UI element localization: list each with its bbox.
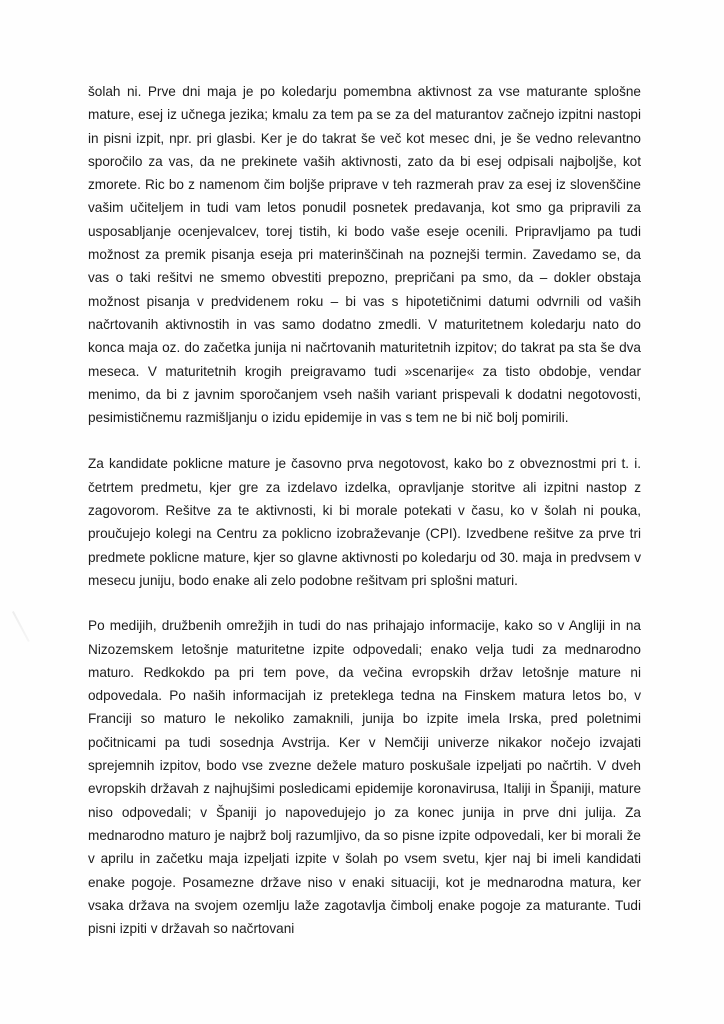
document-body — [88, 80, 641, 940]
paragraph-matura-calendar: šolah ni. Prve dni maja je po koledarju pomembna aktivnost za vse maturante splošne mature, esej iz učnega jezika; kmalu za tem pa se za del maturantov začnejo izpitni nastopi in pisni izpit, npr. pri glasbi. Ker je do takrat še več kot mesec dni, je še vedno relevantno sporočilo za vas, da ne prekinete vaših aktivnosti, zato da bi esej odpisali najboljše, kot zmorete. Ric bo z namenom čim boljše priprave v teh razmerah prav za esej iz slovenščine vašim učiteljem in tudi vam letos ponudil posnetek predavanja, kot smo ga pripravili za usposabljanje ocenjevalcev, torej tistih, ki bodo vaše eseje ocenili. Pripravljamo pa tudi možnost za premik pisanja eseja pri materinščinah na poznejši termin. Zavedamo se, da vas o taki rešitvi ne smemo obvestiti prepozno, prepričani pa smo, da – dokler obstaja možnost pisanja v predvidenem roku – bi vas s hipotetičnimi datumi odvrnili od vaših načrtovanih aktivnostih in vas samo dodatno zmedli. V maturitetnem koledarju nato do konca maja oz. do začetka junija ni načrtovanih maturitetnih izpitov; do takrat pa sta še dva meseca. V maturitetnih krogih preigravamo tudi »scenarije« za tisto obdobje, vendar menimo, da bi z javnim sporočanjem vseh naših variant prispevali k dodatni negotovosti, pesimističnemu razmišljanju o izidu epidemije in vas s tem ne bi nič bolj pomirili. — [88, 84, 641, 426]
paragraph-poklicna-matura: Za kandidate poklicne mature je časovno prva negotovost, kako bo z obveznostmi pri t. i. četrtem predmetu, kjer gre za izdelavo izdelka, opravljanje storitve ali izpitni nastop z zagovorom. Rešitve za te aktivnosti, ki bi morale potekati v času, ko v šolah ni pouka, proučujejo kolegi na Centru za poklicno izobraževanje (CPI). Izvedbene rešitve za prve tri predmete poklicne mature, kjer so glavne aktivnosti po koledarju od 30. maja in predvsem v mesecu juniju, bodo enake ali zelo podobne rešitvam pri splošni maturi. — [88, 456, 641, 588]
scan-artifact-mark — [12, 611, 30, 642]
paragraph-european-countries: Po medijih, družbenih omrežjih in tudi do nas prihajajo informacije, kako so v Angliji in na Nizozemskem letošnje maturitetne izpite odpovedali; enako velja tudi za mednarodno maturo. Redkokdo pa pri tem pove, da večina evropskih držav letošnje mature ni odpovedala. Po naših informacijah iz preteklega tedna na Finskem matura letos bo, v Franciji so maturo le nekoliko zamaknili, junija bo izpite imela Irska, pred poletnimi počitnicami pa tudi sosednja Avstrija. Ker v Nemčiji univerze nikakor nočejo izvajati sprejemnih izpitov, bodo vse zvezne dežele maturo poskušale izpeljati po načrtih. V dveh evropskih državah z najhujšimi posledicami epidemije koronavirusa, Italiji in Španiji, mature niso odpovedali; v Španiji jo napovedujejo jo za konec junija in prve dni julija. Za mednarodno maturo je najbrž bolj razumljivo, da so pisne izpite odpovedali, ker bi morali že v aprilu in začetku maja izpeljati izpite v šolah po vsem svetu, kjer naj bi imeli kandidati enake pogoje. Posamezne države niso v enaki situaciji, kot je mednarodna matura, ker vsaka država na svojem ozemlju laže zagotavlja čimbolj enake pogoje za maturante. Tudi pisni izpiti v državah so načrtovani — [88, 618, 641, 937]
